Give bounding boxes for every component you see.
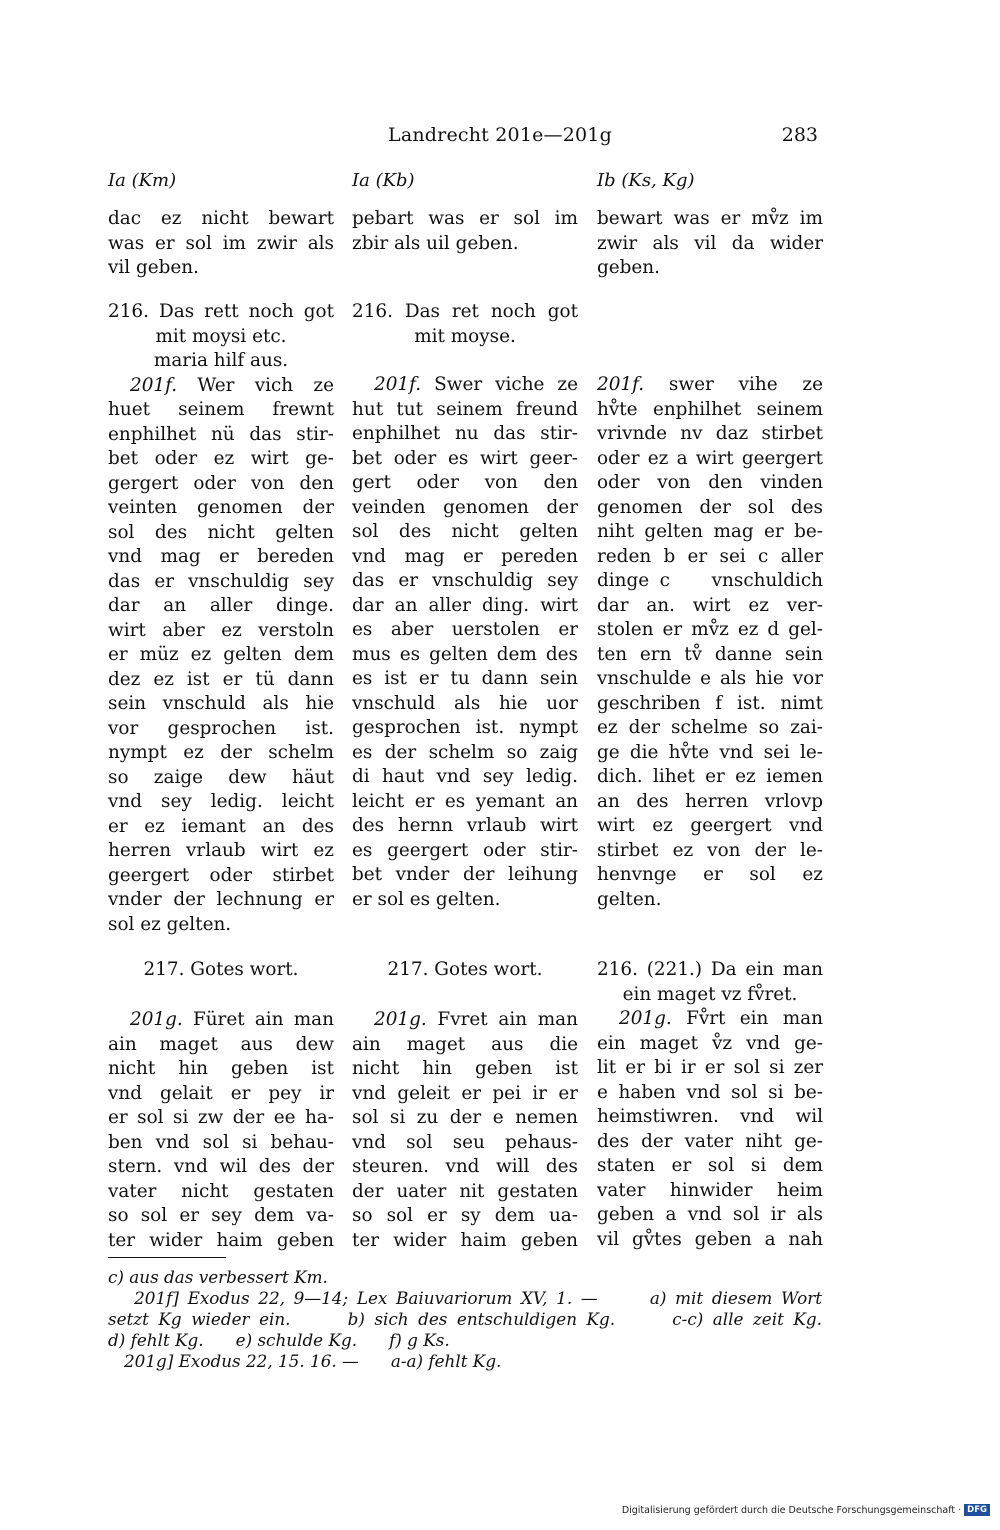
text-line: staten er sol si dem bbox=[597, 1155, 823, 1176]
text-line: vnd sol seu pehaus- bbox=[352, 1131, 578, 1153]
text-line: vil geben. bbox=[108, 257, 200, 278]
text-line: er müz ez gelten dem bbox=[108, 644, 334, 665]
text-line: veinten genomen der bbox=[108, 497, 334, 518]
text-line: 216. Das ret noch got bbox=[352, 301, 578, 322]
text-line: ain maget aus dew bbox=[108, 1033, 334, 1055]
text-line: vnd sey ledig. leicht bbox=[108, 791, 334, 812]
text-line: vnder der lechnung er bbox=[108, 889, 334, 910]
text-line: dinge c vnschuldich bbox=[597, 570, 823, 591]
footnote-line: c) aus das verbessert Km. bbox=[108, 1267, 328, 1287]
text-line: gert oder von den bbox=[352, 472, 578, 493]
text-line: er sol si zw der ee ha- bbox=[108, 1107, 334, 1128]
text-line: 201g. Fv̊rt ein man bbox=[619, 1008, 823, 1029]
digitization-credit bbox=[622, 1504, 990, 1516]
text-line: veinden genomen der bbox=[352, 496, 578, 518]
text-line: dar an aller ding. wirt bbox=[352, 594, 578, 616]
footnote-line: 201f] Exodus 22, 9—14; Lex Baiuvariorum XV, 1. — a) mit diesem Wort bbox=[108, 1288, 822, 1308]
footnote-line: setzt Kg wieder ein. b) sich des entschuldigen Kg. c-c) alle zeit Kg. bbox=[108, 1309, 822, 1329]
text-line: ter wider haim geben bbox=[352, 1229, 578, 1251]
text-line: dac ez nicht bewart bbox=[108, 208, 334, 229]
text-line: mit moysi etc. bbox=[155, 325, 287, 347]
text-line: dar an aller dinge. bbox=[108, 595, 334, 616]
text-line: gesprochen ist. nympt bbox=[352, 717, 578, 738]
text-block-ks-1 bbox=[597, 373, 823, 912]
text-block-km-0 bbox=[108, 207, 334, 281]
text-line: zbir als uil geben. bbox=[352, 232, 519, 254]
text-line: huet seinem frewnt bbox=[108, 399, 334, 420]
text-line: ain maget aus die bbox=[352, 1033, 578, 1055]
footnotes bbox=[108, 1267, 822, 1372]
text-block-kb-0 bbox=[352, 207, 578, 256]
text-line: das er vnschuldig sey bbox=[352, 570, 578, 591]
text-line: ez der schelme so zai- bbox=[597, 717, 823, 738]
footnote-line: d) fehlt Kg. e) schulde Kg. f) g Ks. bbox=[108, 1330, 450, 1350]
text-line: geergert oder stirbet bbox=[108, 864, 334, 886]
text-line: mus es gelten dem des bbox=[352, 643, 578, 665]
text-line: stirbet ez von der le- bbox=[597, 839, 823, 861]
text-line: vnd gelait er pey ir bbox=[108, 1082, 334, 1104]
credit-text: Digitalisierung gefördert durch die Deutsche Forschungsgemeinschaft · bbox=[621, 1504, 962, 1516]
text-line: ben vnd sol si behau- bbox=[108, 1131, 334, 1153]
text-line: vnschuld als hie uor bbox=[352, 692, 578, 714]
text-line: 217. Gotes wort. bbox=[143, 959, 299, 980]
text-line: ter wider haim geben bbox=[108, 1229, 334, 1251]
text-line: stern. vnd wil des der bbox=[108, 1156, 334, 1177]
text-line: nicht hin geben ist bbox=[108, 1058, 334, 1079]
text-line: di haut vnd sey ledig. bbox=[352, 766, 578, 787]
running-header: Landrecht 201e—201g bbox=[388, 124, 612, 146]
text-block-ks-0 bbox=[597, 207, 823, 281]
witness-label-ks: Ib (Ks, Kg) bbox=[597, 170, 695, 191]
text-line: geschriben f ist. nimt bbox=[597, 692, 823, 714]
text-line: herren vrlaub wirt ez bbox=[108, 840, 334, 861]
text-line: 201g. Füret ain man bbox=[130, 1009, 334, 1030]
text-line: henvnge er sol ez bbox=[597, 864, 823, 885]
text-line: vater nicht gestaten bbox=[108, 1180, 334, 1202]
text-line: mit moyse. bbox=[414, 325, 516, 347]
page-number: 283 bbox=[781, 124, 818, 146]
text-line: geben. bbox=[597, 257, 661, 278]
text-block-kb-4 bbox=[352, 1008, 578, 1253]
text-line: vnschulde e als hie vor bbox=[597, 668, 823, 689]
text-block-kb-3 bbox=[352, 958, 578, 983]
text-line: was er sol im zwir als bbox=[108, 232, 334, 254]
text-line: nympt ez der schelm bbox=[108, 742, 334, 763]
text-line: hut tut seinem freund bbox=[352, 398, 578, 420]
text-line: enphilhet nü das stir- bbox=[108, 423, 334, 445]
text-line: sol des nicht gelten bbox=[108, 521, 334, 543]
text-block-kb-1 bbox=[352, 300, 578, 349]
text-block-km-1 bbox=[108, 300, 334, 937]
text-line: steuren. vnd will des bbox=[352, 1156, 578, 1177]
text-line: so sol er sey dem va- bbox=[108, 1205, 334, 1226]
text-line: gelten. bbox=[597, 888, 662, 910]
text-line: oder ez a wirt geergert bbox=[597, 447, 823, 469]
dfg-logo: DFG bbox=[964, 1504, 990, 1516]
text-line: so zaige dew häut bbox=[108, 766, 334, 788]
text-line: es der schelm so zaig bbox=[352, 741, 578, 763]
text-line: das er vnschuldig sey bbox=[108, 570, 334, 592]
text-line: enphilhet nu das stir- bbox=[352, 423, 578, 444]
text-line: hv̊te enphilhet seinem bbox=[597, 398, 823, 420]
text-line: pebart was er sol im bbox=[352, 208, 578, 229]
text-line: es ist er tu dann sein bbox=[352, 668, 578, 689]
text-line: sol si zu der e nemen bbox=[352, 1107, 578, 1128]
text-line: maria hilf aus. bbox=[153, 350, 289, 371]
text-line: niht gelten mag er be- bbox=[597, 521, 823, 542]
text-line: stolen er mv̊z ez d gel- bbox=[597, 619, 823, 640]
text-line: sol ez gelten. bbox=[108, 913, 232, 935]
text-line: e haben vnd sol si be- bbox=[597, 1081, 823, 1103]
text-line: vrivnde nv daz stirbet bbox=[597, 423, 823, 444]
footnote-rule bbox=[108, 1257, 226, 1258]
text-line: sol des nicht gelten bbox=[352, 521, 578, 542]
text-line: zwir als vil da wider bbox=[597, 232, 823, 254]
text-line: bet oder ez wirt ge- bbox=[108, 448, 334, 469]
text-line: sein vnschuld als hie bbox=[108, 693, 334, 714]
text-line: vnd mag er bereden bbox=[108, 546, 334, 567]
text-line: ten ern tv̊ danne sein bbox=[597, 643, 823, 665]
text-line: dich. lihet er ez iemen bbox=[597, 766, 823, 787]
text-line: oder von den vinden bbox=[597, 472, 823, 493]
text-line: vil gv̊tes geben a nah bbox=[597, 1228, 823, 1250]
text-line: 217. Gotes wort. bbox=[387, 959, 543, 980]
text-line: wirt aber ez verstoln bbox=[108, 619, 334, 641]
text-block-kb-2 bbox=[352, 373, 578, 912]
witness-label-kb: Ia (Kb) bbox=[352, 170, 415, 191]
text-line: er sol es gelten. bbox=[352, 888, 501, 910]
text-line: reden b er sei c aller bbox=[597, 545, 823, 567]
text-line: des hernn vrlaub wirt bbox=[352, 815, 578, 836]
text-line: an des herren vrlovp bbox=[597, 790, 823, 812]
text-line: vnd mag er pereden bbox=[352, 545, 578, 567]
text-line: der uater nit gestaten bbox=[352, 1180, 578, 1202]
text-line: wirt ez geergert vnd bbox=[597, 815, 823, 836]
text-block-km-3 bbox=[108, 1008, 334, 1253]
text-line: bewart was er mv̊z im bbox=[597, 208, 823, 229]
text-line: vater hinwider heim bbox=[597, 1179, 823, 1201]
text-line: ein maget v̊z vnd ge- bbox=[597, 1032, 823, 1054]
text-line: bet oder es wirt geer- bbox=[352, 447, 578, 469]
text-line: 201f. Wer vich ze bbox=[130, 374, 334, 396]
text-line: lit er bi ir er sol si zer bbox=[597, 1057, 823, 1078]
text-line: dez ez ist er tü dann bbox=[108, 668, 334, 690]
text-line: 201f. Swer viche ze bbox=[374, 374, 578, 395]
text-line: 216. (221.) Da ein man bbox=[597, 959, 823, 980]
text-line: vor gesprochen ist. bbox=[108, 717, 334, 739]
text-block-ks-2 bbox=[597, 958, 823, 1252]
footnote-line: 201g] Exodus 22, 15. 16. — a-a) fehlt Kg. bbox=[108, 1351, 502, 1371]
witness-label-km: Ia (Km) bbox=[108, 170, 177, 191]
text-line: geben a vnd sol ir als bbox=[597, 1204, 823, 1225]
text-line: bet vnder der leihung bbox=[352, 864, 578, 885]
text-block-km-2 bbox=[108, 958, 334, 983]
text-line: gergert oder von den bbox=[108, 472, 334, 494]
text-line: 201g. Fvret ain man bbox=[374, 1009, 578, 1030]
text-line: dar an. wirt ez ver- bbox=[597, 594, 823, 616]
text-line: es geergert oder stir- bbox=[352, 839, 578, 861]
text-line: heimstiwren. vnd wil bbox=[597, 1106, 823, 1127]
text-line: des der vater niht ge- bbox=[597, 1130, 823, 1152]
text-line: genomen der sol des bbox=[597, 496, 823, 518]
text-line: so sol er sy dem ua- bbox=[352, 1205, 578, 1226]
text-line: ein maget vz fv̊ret. bbox=[622, 983, 798, 1005]
text-line: vnd geleit er pei ir er bbox=[352, 1082, 578, 1104]
text-line: er ez iemant an des bbox=[108, 815, 334, 837]
text-line: 216. Das rett noch got bbox=[108, 301, 334, 322]
text-line: 201f. swer vihe ze bbox=[597, 374, 823, 395]
text-line: es aber uerstolen er bbox=[352, 619, 578, 640]
text-line: leicht er es yemant an bbox=[352, 790, 578, 812]
text-line: ge die hv̊te vnd sei le- bbox=[597, 741, 823, 763]
text-line: nicht hin geben ist bbox=[352, 1058, 578, 1079]
